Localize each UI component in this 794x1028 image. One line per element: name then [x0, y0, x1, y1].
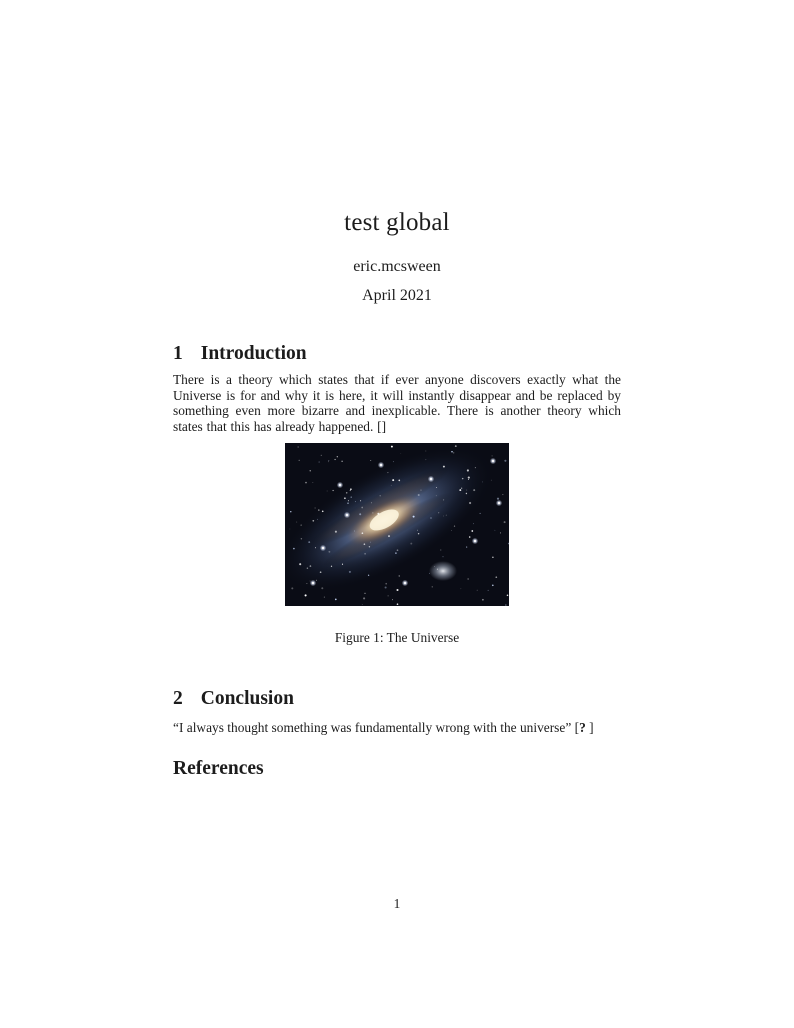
page-number: 1: [393, 896, 401, 911]
companion-galaxy: [429, 561, 457, 581]
section-2-title: Conclusion: [200, 688, 294, 710]
document-author: eric.mcsween: [353, 258, 441, 275]
section-2-heading: [173, 687, 621, 711]
galaxy-image: [285, 443, 509, 606]
section-1-title: Introduction: [200, 343, 307, 364]
missing-citation-mark: ?: [579, 720, 586, 736]
figure-1: [173, 443, 621, 646]
references-heading: References: [173, 758, 264, 780]
section-1-number: 1: [173, 343, 183, 364]
text-column: [173, 0, 621, 781]
empty-citation-marker: []: [377, 418, 387, 434]
document-date: April 2021: [362, 287, 432, 304]
citation-open-bracket: [: [574, 720, 580, 736]
introduction-paragraph: [173, 372, 621, 434]
conclusion-paragraph: [173, 720, 621, 736]
document-title: test global: [344, 209, 450, 236]
citation-close-bracket: ]: [585, 720, 594, 736]
conclusion-quote: “I always thought something was fundamentally wrong with the universe”: [173, 720, 575, 736]
introduction-text: There is a theory which states that if ever anyone discovers exactly what the Universe is for and why it is here, it will instantly disappear and be replaced by something even more bizarre and inexplicable. There is another theory which states that this has already happened.: [173, 372, 621, 434]
section-1-heading: [173, 342, 621, 366]
section-2-number: 2: [173, 688, 183, 710]
figure-caption: Figure 1: The Universe: [334, 630, 460, 646]
galaxy-photo: [285, 443, 509, 606]
